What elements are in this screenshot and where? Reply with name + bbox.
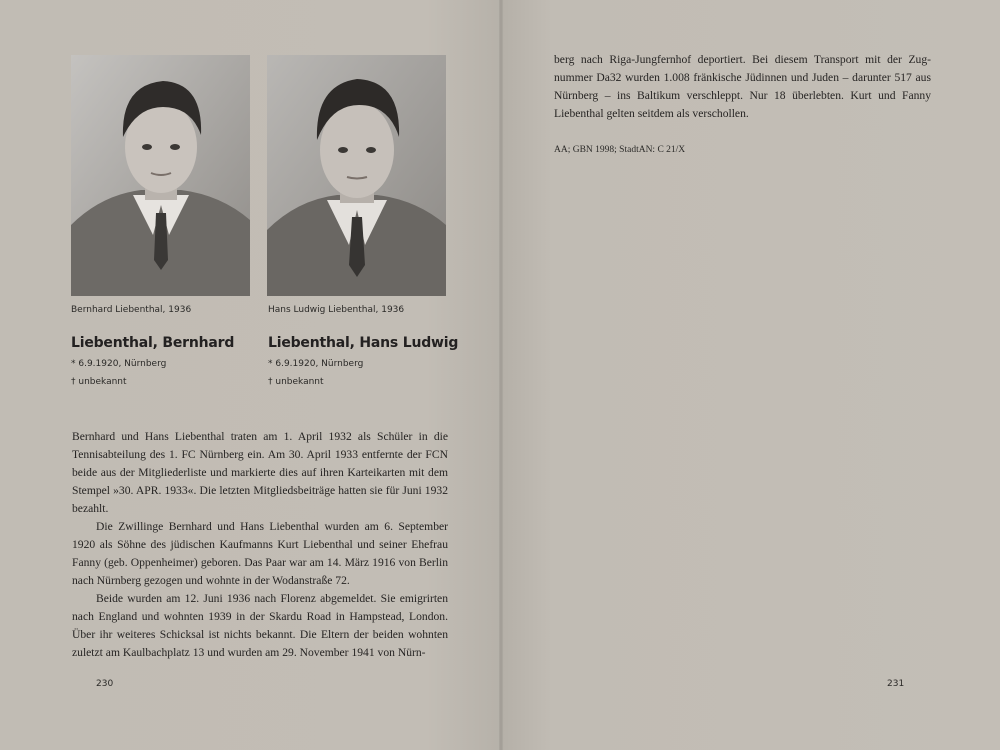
photo-caption-hans-ludwig: Hans Ludwig Liebenthal, 1936 [268, 305, 405, 315]
biography-paragraph-2: Die Zwillinge Bernhard und Hans Liebenthal wurden am 6. September 1920 als Söhne des jüdischen Kaufmanns Kurt Liebenthal und seiner Ehefrau Fanny (geb. Oppenheimer) geboren. Das Paar war am 14. März 1916 von Berlin nach Nürnberg gezogen und wohnte in der Wodanstraße 72. [72, 520, 448, 587]
page-number-right: 231 [887, 679, 905, 689]
portrait-photo-hans-ludwig [267, 55, 446, 296]
continued-text [554, 51, 931, 123]
birth-date-hans-ludwig: * 6.9.1920, Nürnberg [268, 359, 364, 369]
sources-line: AA; GBN 1998; StadtAN: C 21/X [554, 145, 686, 155]
portrait-hans-ludwig-image [267, 55, 446, 296]
death-date-hans-ludwig: † unbekannt [268, 377, 324, 387]
page-number-left: 230 [96, 679, 114, 689]
biography-paragraph-3: Beide wurden am 12. Juni 1936 nach Florenz abgemeldet. Sie emigrirten nach England und wohnten 1939 in der Skardu Road in Hampstead, London. Über ihr weiteres Schicksal ist nichts bekannt. Die Eltern der beiden wohnten zuletzt am Kaulbachplatz 13 und wurden am 29. November 1941 von Nürn- [72, 592, 448, 659]
portrait-photo-bernhard [71, 55, 250, 296]
biography-paragraph-1: Bernhard und Hans Liebenthal traten am 1. April 1932 als Schüler in die Tennisabteilung des 1. FC Nürnberg ein. Am 30. April 1933 entfernte der FCN beide aus der Mitgliederliste und markierte dies auf ihren Karteikarten mit dem Stempel »30. APR. 1933«. Die letzten Mitgliedsbeiträge hatten sie für Juni 1932 bezahlt. [72, 430, 448, 515]
death-date-bernhard: † unbekannt [71, 377, 127, 387]
person-name-hans-ludwig: Liebenthal, Hans Ludwig [268, 335, 459, 351]
book-gutter [499, 0, 503, 750]
birth-date-bernhard: * 6.9.1920, Nürnberg [71, 359, 167, 369]
photo-caption-bernhard: Bernhard Liebenthal, 1936 [71, 305, 192, 315]
person-name-bernhard: Liebenthal, Bernhard [71, 335, 235, 351]
continued-paragraph: berg nach Riga-Jungfernhof deportiert. Bei diesem Transport mit der Zugnummer Da32 wurden 1.008 fränkische Jüdinnen und Juden – darunter 517 aus Nürnberg – ins Baltikum verschleppt. Nur 18 überlebten. Kurt und Fanny Liebenthal gelten seitdem als verschollen. [554, 53, 931, 120]
biography-text [72, 428, 448, 662]
portrait-bernhard-image [71, 55, 250, 296]
